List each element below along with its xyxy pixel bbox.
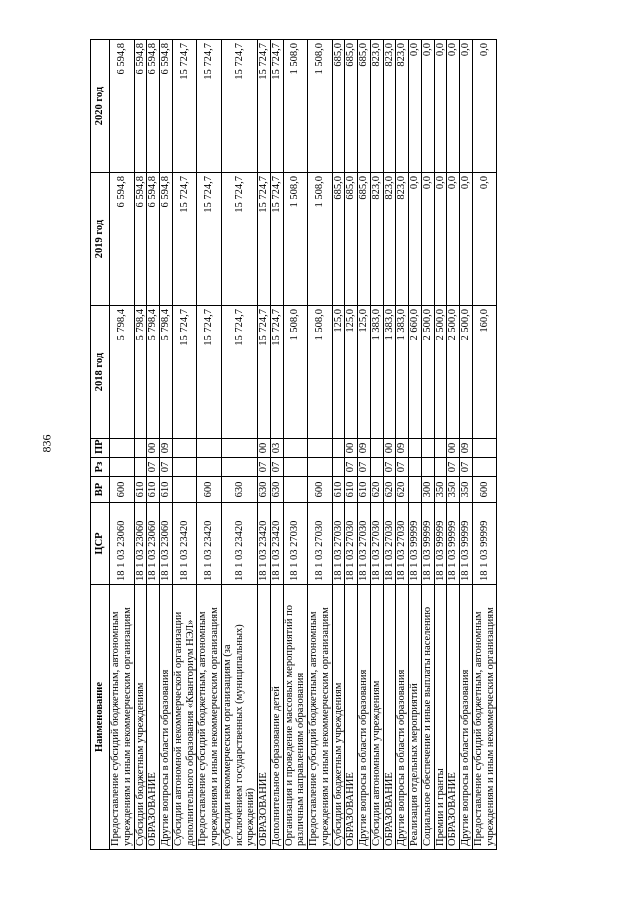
cell-2019: 685,0 [345,173,358,306]
cell-csr: 18 1 03 99999 [434,503,447,585]
cell-rz [221,458,257,477]
cell-pr: 00 [345,439,358,458]
cell-2018: 2 500,0 [447,306,460,439]
cell-csr: 18 1 03 23420 [258,503,271,585]
cell-2019: 15 724,7 [270,173,283,306]
cell-pr [221,439,257,458]
cell-2019: 15 724,7 [172,173,197,306]
cell-2020: 0,0 [460,40,473,173]
cell-csr: 18 1 03 27030 [345,503,358,585]
cell-rz: 07 [147,458,160,477]
cell-name: Предоставление субсидий бюджетным, автономным учреждениям и иным некоммерческим организациям [110,585,135,850]
cell-vr: 600 [472,477,497,503]
cell-vr: 350 [434,477,447,503]
table-row [160,40,173,850]
cell-rz [172,458,197,477]
table-row [110,40,135,850]
cell-2020: 0,0 [472,40,497,173]
cell-2019: 0,0 [447,173,460,306]
cell-2018: 1 383,0 [383,306,396,439]
cell-pr [308,439,333,458]
cell-csr: 18 1 03 99999 [421,503,434,585]
cell-2018: 15 724,7 [172,306,197,439]
page-number: 836 [39,434,54,453]
cell-vr: 610 [147,477,160,503]
cell-2018: 125,0 [332,306,345,439]
cell-rz [409,458,422,477]
cell-vr: 610 [332,477,345,503]
cell-2019: 823,0 [396,173,409,306]
cell-2020: 685,0 [358,40,371,173]
cell-name: Организация и проведение массовых мероприятий по различным направлениям образования [283,585,308,850]
cell-vr [172,477,197,503]
table-row [460,40,473,850]
cell-vr: 350 [460,477,473,503]
cell-2019: 685,0 [332,173,345,306]
table-row [396,40,409,850]
cell-csr: 18 1 03 27030 [358,503,371,585]
cell-pr [434,439,447,458]
cell-2020: 6 594,8 [134,40,147,173]
cell-vr: 630 [258,477,271,503]
cell-2019: 15 724,7 [221,173,257,306]
header-rz: Рз [91,458,110,477]
cell-vr: 600 [110,477,135,503]
header-2018: 2018 год [91,306,110,439]
cell-vr: 630 [221,477,257,503]
cell-name: Другие вопросы в области образования [396,585,409,850]
cell-pr [110,439,135,458]
cell-name: Социальное обеспечение и иные выплаты населению [421,585,434,850]
cell-csr: 18 1 03 27030 [383,503,396,585]
cell-2019: 0,0 [409,173,422,306]
cell-csr: 18 1 03 27030 [308,503,333,585]
cell-pr: 00 [147,439,160,458]
cell-name: Субсидии автономным учреждениям [370,585,383,850]
cell-csr: 18 1 03 99999 [460,503,473,585]
table-row [147,40,160,850]
cell-pr: 03 [270,439,283,458]
cell-2020: 15 724,7 [197,40,222,173]
cell-2018: 15 724,7 [197,306,222,439]
cell-pr: 09 [396,439,409,458]
cell-2019: 15 724,7 [258,173,271,306]
cell-2019: 1 508,0 [283,173,308,306]
cell-2019: 1 508,0 [308,173,333,306]
cell-2018: 5 798,4 [134,306,147,439]
cell-2020: 0,0 [409,40,422,173]
budget-table [90,39,497,850]
table-row [258,40,271,850]
cell-name: ОБРАЗОВАНИЕ [345,585,358,850]
cell-2019: 15 724,7 [197,173,222,306]
cell-csr: 18 1 03 27030 [396,503,409,585]
table-row [332,40,345,850]
budget-table-container [90,40,550,850]
cell-pr: 09 [160,439,173,458]
cell-name: Реализация отдельных мероприятий [409,585,422,850]
cell-2020: 6 594,8 [160,40,173,173]
cell-rz: 07 [270,458,283,477]
cell-csr: 18 1 03 23420 [270,503,283,585]
cell-rz: 07 [160,458,173,477]
cell-rz [472,458,497,477]
cell-2020: 15 724,7 [172,40,197,173]
cell-2018: 2 500,0 [434,306,447,439]
table-row [434,40,447,850]
table-row [270,40,283,850]
cell-2020: 15 724,7 [258,40,271,173]
cell-rz [434,458,447,477]
cell-2018: 2 660,0 [409,306,422,439]
cell-name: Предоставление субсидий бюджетным, автономным учреждениям и иным некоммерческим организациям [197,585,222,850]
cell-name: Дополнительное образование детей [270,585,283,850]
cell-vr: 300 [421,477,434,503]
cell-2018: 160,0 [472,306,497,439]
cell-name: Субсидии бюджетным учреждениям [332,585,345,850]
cell-2018: 1 383,0 [396,306,409,439]
cell-2019: 0,0 [421,173,434,306]
cell-pr: 00 [447,439,460,458]
header-2019: 2019 год [91,173,110,306]
table-header [91,40,110,850]
cell-2018: 2 500,0 [460,306,473,439]
cell-2019: 6 594,8 [147,173,160,306]
cell-csr: 18 1 03 23060 [134,503,147,585]
table-row [197,40,222,850]
cell-2019: 0,0 [460,173,473,306]
table-row [447,40,460,850]
cell-name: ОБРАЗОВАНИЕ [447,585,460,850]
cell-2019: 823,0 [383,173,396,306]
cell-2020: 823,0 [396,40,409,173]
cell-2020: 15 724,7 [221,40,257,173]
table-row [172,40,197,850]
cell-2020: 685,0 [332,40,345,173]
cell-vr: 610 [345,477,358,503]
cell-rz: 07 [358,458,371,477]
cell-rz [308,458,333,477]
cell-vr: 620 [396,477,409,503]
cell-vr: 600 [197,477,222,503]
cell-csr: 18 1 03 27030 [332,503,345,585]
cell-2019: 6 594,8 [134,173,147,306]
cell-2018: 2 500,0 [421,306,434,439]
header-pr: ПР [91,439,110,458]
table-row [472,40,497,850]
cell-pr: 00 [258,439,271,458]
cell-name: ОБРАЗОВАНИЕ [147,585,160,850]
cell-rz: 07 [383,458,396,477]
cell-name: Субсидии автономной некоммерческой организации дополнительного образования «Кванториум НЭЛ» [172,585,197,850]
cell-vr: 630 [270,477,283,503]
cell-rz: 07 [258,458,271,477]
cell-pr [283,439,308,458]
cell-csr: 18 1 03 23060 [110,503,135,585]
cell-pr [172,439,197,458]
cell-2019: 685,0 [358,173,371,306]
table-row [308,40,333,850]
cell-csr: 18 1 03 23060 [160,503,173,585]
cell-rz [421,458,434,477]
cell-pr [409,439,422,458]
cell-2018: 1 508,0 [308,306,333,439]
cell-name: Субсидии некоммерческим организациям (за исключением государственных (муниципальных) учреждений) [221,585,257,850]
cell-csr: 18 1 03 23060 [147,503,160,585]
cell-name: Предоставление субсидий бюджетным, автономным учреждениям и иным некоммерческим организациям [308,585,333,850]
cell-name: Субсидии бюджетным учреждениям [134,585,147,850]
cell-2018: 15 724,7 [221,306,257,439]
cell-name: Другие вопросы в области образования [358,585,371,850]
cell-csr: 18 1 03 99999 [472,503,497,585]
cell-2018: 1 508,0 [283,306,308,439]
cell-rz [332,458,345,477]
cell-rz: 07 [345,458,358,477]
cell-pr: 09 [460,439,473,458]
cell-2020: 823,0 [370,40,383,173]
cell-2018: 1 383,0 [370,306,383,439]
cell-rz [283,458,308,477]
cell-2018: 15 724,7 [258,306,271,439]
cell-pr [370,439,383,458]
cell-rz [197,458,222,477]
cell-vr: 610 [160,477,173,503]
cell-2020: 685,0 [345,40,358,173]
cell-2020: 15 724,7 [270,40,283,173]
header-vr: ВР [91,477,110,503]
cell-pr [472,439,497,458]
table-body [110,40,497,850]
cell-csr: 18 1 03 99999 [409,503,422,585]
cell-name: ОБРАЗОВАНИЕ [383,585,396,850]
cell-pr [197,439,222,458]
cell-pr [134,439,147,458]
table-row [134,40,147,850]
cell-csr: 18 1 03 99999 [447,503,460,585]
cell-vr [409,477,422,503]
cell-2020: 0,0 [447,40,460,173]
table-row [421,40,434,850]
cell-2019: 6 594,8 [110,173,135,306]
header-csr: ЦСР [91,503,110,585]
cell-vr: 610 [134,477,147,503]
cell-2018: 5 798,4 [110,306,135,439]
cell-vr: 350 [447,477,460,503]
cell-rz: 07 [396,458,409,477]
cell-2019: 6 594,8 [160,173,173,306]
cell-rz [134,458,147,477]
cell-2020: 0,0 [421,40,434,173]
cell-vr [283,477,308,503]
cell-2018: 5 798,4 [160,306,173,439]
table-row [409,40,422,850]
cell-vr: 620 [383,477,396,503]
cell-rz: 07 [447,458,460,477]
cell-2019: 0,0 [472,173,497,306]
cell-2020: 1 508,0 [283,40,308,173]
table-row [221,40,257,850]
table-row [283,40,308,850]
header-name: Наименование [91,585,110,850]
cell-2018: 5 798,4 [147,306,160,439]
cell-rz: 07 [460,458,473,477]
cell-2018: 125,0 [358,306,371,439]
cell-2019: 823,0 [370,173,383,306]
cell-pr: 09 [358,439,371,458]
cell-2018: 125,0 [345,306,358,439]
cell-name: Предоставление субсидий бюджетным, автономным учреждениям и иным некоммерческим организациям [472,585,497,850]
cell-csr: 18 1 03 23420 [221,503,257,585]
table-row [358,40,371,850]
cell-vr: 610 [358,477,371,503]
table-row [370,40,383,850]
cell-vr: 620 [370,477,383,503]
cell-csr: 18 1 03 23420 [172,503,197,585]
cell-pr [332,439,345,458]
cell-2020: 1 508,0 [308,40,333,173]
cell-name: ОБРАЗОВАНИЕ [258,585,271,850]
cell-name: Другие вопросы в области образования [160,585,173,850]
cell-csr: 18 1 03 23420 [197,503,222,585]
header-2020: 2020 год [91,40,110,173]
table-row [383,40,396,850]
cell-name: Премии и гранты [434,585,447,850]
cell-name: Другие вопросы в области образования [460,585,473,850]
cell-2018: 15 724,7 [270,306,283,439]
table-row [345,40,358,850]
cell-2020: 823,0 [383,40,396,173]
cell-rz [110,458,135,477]
cell-pr [421,439,434,458]
cell-csr: 18 1 03 27030 [283,503,308,585]
cell-pr: 00 [383,439,396,458]
cell-2020: 0,0 [434,40,447,173]
cell-rz [370,458,383,477]
cell-csr: 18 1 03 27030 [370,503,383,585]
cell-2019: 0,0 [434,173,447,306]
cell-vr: 600 [308,477,333,503]
cell-2020: 6 594,8 [147,40,160,173]
cell-2020: 6 594,8 [110,40,135,173]
